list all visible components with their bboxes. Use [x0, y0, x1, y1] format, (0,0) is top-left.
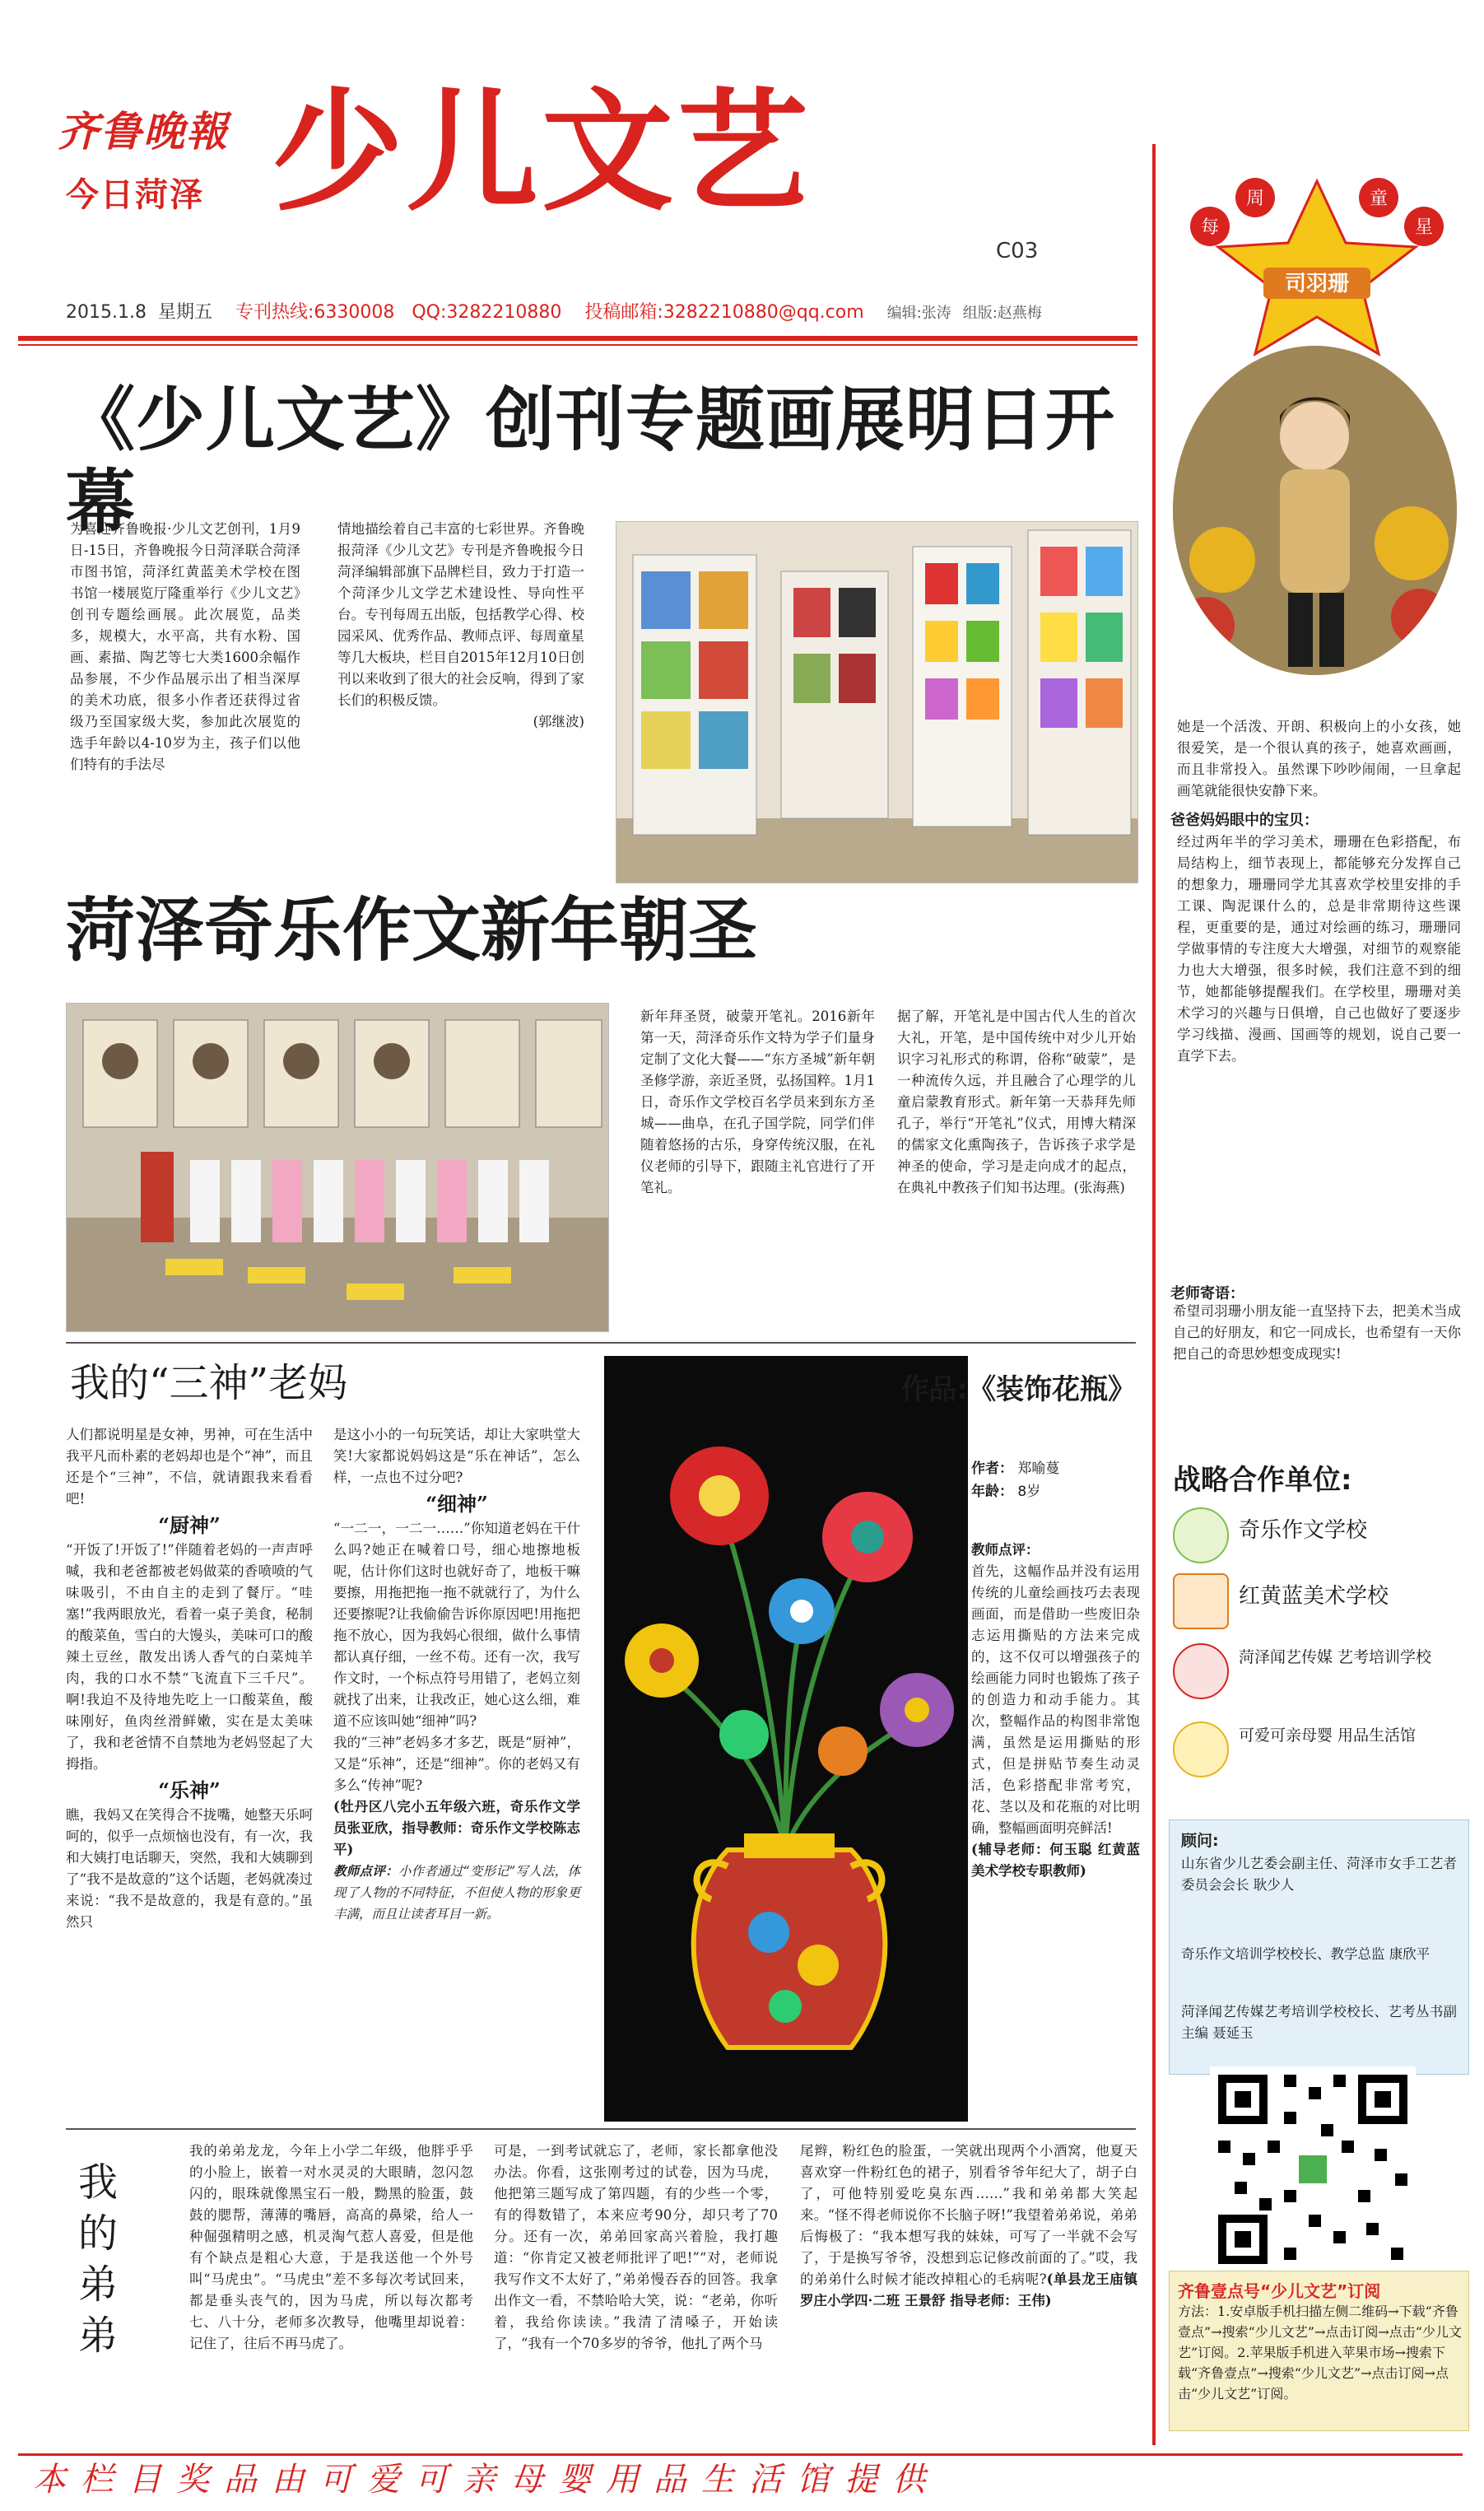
subscribe-box [1169, 2271, 1469, 2431]
contribute-email: 投稿邮箱:3282210880@qq.com [584, 302, 864, 323]
masthead-divider [18, 336, 1137, 341]
artwork-comment [971, 1540, 1140, 1882]
section-divider-bottom [66, 2128, 1136, 2130]
star-badge-icon [1177, 177, 1457, 358]
partner-hhl [1173, 1568, 1461, 1634]
parent-text: 经过两年半的学习美术，珊珊在色彩搭配，布局结构上，细节表现上，都能够充分发挥自己的想象力，珊珊同学尤其喜欢学校里安排的手工课、陶泥课什么的，总是非常期待这些课程，更重要的是，通过对绘画的练习，珊珊同学做事情的专注度大大增强，对细节的观察能力也大大增强，很多时候，我们注意不到的细节，她都能够提醒我们。在学校里，珊珊对美术学习的兴趣与日俱增，自己也做好了要逐步学习线描、漫画、国画等的规划，说自己要一直学下去。 [1177, 834, 1461, 1064]
issue-weekday: 星期五 [157, 302, 212, 323]
advisors-title: 顾问: [1181, 1832, 1219, 1850]
partner-wenyi [1173, 1638, 1461, 1704]
article3-comment-text: 小作者通过“变形记”写人法，体现了人物的不同特征，不但使人物的形象更丰满，而且让读者耳目一新。 [333, 1864, 580, 1922]
badge-char-1: 每 [1200, 217, 1220, 238]
article1-column-2 [337, 519, 584, 733]
artwork-meta [971, 1457, 1140, 1503]
page-code: C03 [996, 239, 1039, 263]
hhl-logo-icon [1173, 1573, 1229, 1629]
artwork-comment-label: 教师点评： [971, 1542, 1040, 1558]
badge-char-4: 星 [1414, 217, 1434, 238]
info-bar [66, 298, 1136, 324]
exhibition-photo [616, 521, 1138, 883]
advisor-2: 奇乐作文培训学校校长、教学总监 康欣平 [1181, 1946, 1431, 1962]
article2-headline: 菏泽奇乐作文新年朝圣 [66, 890, 758, 971]
star-name: 司羽珊 [1284, 272, 1350, 296]
exhibition-photo-illustration [616, 522, 1138, 883]
article3-column-2 [333, 1424, 580, 1925]
artwork-age-label: 年龄： [971, 1484, 1013, 1500]
article3-subhead-joy: “乐神” [158, 1778, 221, 1802]
qq-number: QQ:3282210880 [412, 302, 562, 323]
article3-subhead-cook: “厨神” [158, 1513, 221, 1537]
article4-text: 尾辫，粉红色的脸蛋，一笑就出现两个小酒窝，他夏天喜欢穿一件粉红色的裙子，别看爷爷年纪大了，胡子白了，可他特别爱吃臭东西……”我和弟弟都大笑起来。“怪不得老师说你不长脑子呀!”我望着弟弟说，弟弟后悔极了：“我本想写我的妹妹，可写了一半就不会写了，于是换写爷爷，没想到忘记修改前面的了。”哎，我的弟弟什么时候才能改掉粗心的毛病呢? [800, 2143, 1137, 2287]
qile-logo-icon [1173, 1507, 1229, 1563]
article2-author: (张海燕) [1073, 1180, 1125, 1195]
article3-col2-top: 是这小小的一句玩笑话，却让大家哄堂大笑!大家都说妈妈这是“乐在神话”，怎么样，一点也不过分吧? [333, 1427, 580, 1485]
partner-name: 奇乐作文学校 [1239, 1518, 1368, 1543]
subscribe-instructions: 方法：1.安卓版手机扫描左侧二维码→下载“齐鲁壹点”→搜索“少儿文艺”→点击订阅→点击“少儿文艺”订阅。2.苹果版手机进入苹果市场→搜索下载“齐鲁壹点”→搜索“少儿文艺”→点击订阅→点击“少儿文艺”订阅。 [1178, 2304, 1462, 2402]
advisors-box [1169, 1819, 1469, 2075]
artwork-comment-text: 首先，这幅作品并没有运用传统的儿童绘画技巧去表现画面，而是借助一些废旧杂志运用撕贴的方法来完成的，这不仅可以增强孩子的绘画能力同时也锻炼了孩子的创造力和动手能力。其次，整幅作品的构图非常饱满，虽然是运用撕贴的形式，但是拼贴节奏生动灵活，色彩搭配非常考究，花、茎以及和花瓶的对比明确，整幅画面明亮鲜活! [971, 1563, 1140, 1836]
article3-comment-label: 教师点评： [333, 1863, 398, 1879]
footer-sponsor-note: 本栏目奖品由可爱可亲母婴用品生活馆提供 [33, 2461, 940, 2499]
article3-school: (牡丹区八完小五年级六班，奇乐作文学员张亚欣，指导教师：奇乐作文学校陈志平) [333, 1799, 580, 1857]
child-photo-illustration [1173, 346, 1457, 675]
section-divider [66, 1342, 1136, 1344]
partner-name: 菏泽闻艺传媒 艺考培训学校 [1239, 1648, 1432, 1666]
article1-text: 情地描绘着自己丰富的七彩世界。齐鲁晚报菏泽《少儿文艺》专刊是齐鲁晚报今日菏泽编辑部旗下品牌栏目，致力于打造一个菏泽少儿文学艺术建设性、导向性平台。专刊每周五出版，包括教学心得、校园采风、优秀作品、教师点评、每周童星等几大板块，栏目自2015年12月10日创刊以来收到了很大的社会反响，得到了家长们的积极反馈。 [337, 521, 584, 708]
article3-detail-text: “一二一，一二一……”你知道老妈在干什么吗?她正在喊着口号，细心地擦地板呢，估计你们这时也就好奇了，地板干嘛要擦，用拖把拖一拖不就就行了，为什么还要擦呢?让我偷偷告诉你原因吧!用拖把拖不放心，因为我妈心很细，做什么事情都认真仔细，一丝不苟。还有一次，我写作文时，一个标点符号用错了，老妈立刻就找了出来，让我改正，她心这么细，难道不应该叫她“细神”吗? [333, 1521, 580, 1729]
partners-title: 战略合作单位: [1173, 1464, 1352, 1497]
article1-column-1: 为喜迎齐鲁晚报·少儿文艺创刊，1月9日-15日，齐鲁晚报今日菏泽联合菏泽市图书馆，菏泽红黄蓝美术学校在图书馆一楼展览厅隆重举行《少儿文艺》创刊专题绘画展。此次展览，品类多，规模大，水平高，共有水粉、国画、素描、陶艺等七大类1600余幅作品参展，不少作品展示出了相当深厚的美术功底，很多小作者还获得过省级乃至国家级大奖，参加此次展览的选手年龄以4-10岁为主，孩子们以他们特有的手法尽 [70, 521, 300, 772]
article3-joy-text: 瞧，我妈又在笑得合不拢嘴，她整天乐呵呵的，似乎一点烦恼也没有，有一次，我和大姨打电话聊天，突然，我和大姨聊到了“我不是故意的”这个话题，老妈就凑过来说：“我不是故意的，我是有意的。”虽然只 [66, 1807, 313, 1930]
advisor-1: 山东省少儿艺委会副主任、菏泽市女手工艺者委员会会长 耿少人 [1181, 1856, 1457, 1893]
masthead-divider-thin [18, 344, 1137, 346]
article4-column-1: 我的弟弟龙龙，今年上小学二年级，他胖乎乎的小脸上，嵌着一对水灵灵的大眼睛，忽闪忽闪的，眼珠就像黑宝石一般，黝黑的脸蛋，鼓鼓的腮帮，薄薄的嘴唇，高高的鼻梁，给人一种倔强精明之感，机灵淘气惹人喜爱，但是他有个缺点是粗心大意，于是我送他一个外号叫“马虎虫”。“马虎虫”差不多每次考试回来，都是垂头丧气的，因为马虎，所以每次都考七、八十分，老师多次教导，他嘴里却说着：记住了，往后不再马虎了。 [189, 2143, 473, 2351]
article3-intro: 人们都说明星是女神，男神，可在生活中我平凡而朴素的老妈却也是个“神”，而且还是个“三神”，不信，就请跟我来看看吧! [66, 1427, 313, 1507]
article3-column-1 [66, 1424, 313, 1933]
article3-cook-text: “开饭了!开饭了!”伴随着老妈的一声声呼喊，我和老爸都被老妈做菜的香喷喷的气味吸引，不由自主的走到了餐厅。“哇塞!”我两眼放光，看着一桌子美食，秘制的酸菜鱼，雪白的大馒头，美味可口的酸辣土豆丝，散发出诱人香气的白菜炖羊肉，我的口水不禁“飞流直下三千尺”。啊!我迫不及待地先吃上一口酸菜鱼，酸味刚好，鱼肉丝滑鲜嫩，实在是太美味了，我和老爸情不自禁地为老妈竖起了大拇指。 [66, 1542, 313, 1772]
artwork-author-label: 作者： [971, 1460, 1013, 1477]
article2-text: 据了解，开笔礼是中国古代人生的首次大礼，开笔，是中国传统中对少儿开始识字习礼形式的称谓，俗称“破蒙”，是一种流传久远，并且融合了心理学的儿童启蒙教育形式。新年第一天恭拜先师孔子，举行“开笔礼”仪式，用博大精深的儒家文化熏陶孩子，告诉孩子求学是神圣的使命，学习是走向成才的起点，在典礼中教孩子们知书达理。 [897, 1009, 1136, 1195]
star-intro: 她是一个活泼、开朗、积极向上的小女孩，她很爱笑，是一个很认真的孩子，她喜欢画画，而且非常投入。虽然课下吵吵闹闹，一旦拿起画笔就能很快安静下来。 [1177, 719, 1461, 799]
article3-headline: 我的“三神”老妈 [70, 1360, 348, 1406]
article3-teacher-comment [333, 1861, 580, 1925]
ceremony-photo-illustration [67, 1004, 609, 1332]
ceremony-photo [66, 1003, 609, 1332]
article4-headline: 我的弟弟 [78, 2159, 119, 2359]
artwork-author-row [971, 1457, 1140, 1480]
page-title: 少儿文艺 [272, 75, 812, 229]
partner-keai [1173, 1717, 1461, 1782]
star-child-photo [1173, 346, 1457, 675]
issue-date: 2015.1.8 [66, 302, 147, 323]
article1-author: (郭继波) [533, 714, 584, 729]
flower-vase-collage-illustration [604, 1356, 968, 2122]
article3-outro: 我的“三神”老妈多才多艺，既是“厨神”，又是“乐神”，还是“细神”。你的老妈又有多么“传神”呢? [333, 1735, 580, 1793]
article3-subhead-detail: “细神” [426, 1492, 488, 1516]
artwork-title: 作品:《装饰花瓶》 [900, 1373, 1136, 1406]
article2-column-2 [897, 1006, 1136, 1199]
article4-school: (单县龙王庙镇罗庄小学四·二班 王景舒 指导老师：王伟) [800, 2271, 1137, 2308]
keai-logo-icon [1173, 1721, 1229, 1777]
editor-credit: 编辑:张涛 [886, 305, 951, 322]
wenyi-logo-icon [1173, 1643, 1229, 1699]
advisor-3: 菏泽闻艺传媒艺考培训学校校长、艺考丛书副主编 聂延玉 [1181, 2004, 1457, 2041]
footer-divider [18, 2453, 1463, 2456]
artwork-age-row [971, 1480, 1140, 1503]
badge-char-2: 周 [1245, 189, 1265, 209]
article4-column-2: 可是，一到考试就忘了，老师，家长都拿他没办法。你看，这张刚考过的试卷，因为马虎，他把第三题写成了第四题，有的少些一个零，有的得数错了，本来应考90分，却只考了70分。还有一次，弟弟回家高兴着脸，我打趣道：“你肯定又被老师批评了吧!”“对，老师说我写作文不太好了，”弟弟慢吞吞的回答。我拿出作文一看，不禁哈哈大笑，说：“老弟，你听着，我给你读读。”我清了清嗓子，开始读了，“我有一个70多岁的爷爷，他扎了两个马 [494, 2143, 778, 2351]
artwork-age: 8岁 [1017, 1484, 1041, 1500]
subscribe-qr-code[interactable] [1210, 2066, 1416, 2272]
artwork-teacher: (辅导老师：何玉聪 红黄蓝美术学校专职教师) [971, 1842, 1140, 1879]
parent-section-label: 爸爸妈妈眼中的宝贝： [1170, 812, 1319, 829]
subscribe-title: 齐鲁壹点号“少儿文艺”订阅 [1178, 2281, 1381, 2301]
artwork-image [604, 1356, 968, 2122]
article1-headline: 《少儿文艺》创刊专题画展明日开幕 [66, 380, 1116, 543]
partner-name: 可爱可亲母婴 用品生活馆 [1239, 1726, 1417, 1745]
teacher-section-label: 老师寄语： [1170, 1285, 1244, 1302]
badge-char-3: 童 [1369, 189, 1389, 209]
qr-code-icon [1210, 2066, 1416, 2272]
article2-column-1: 新年拜圣贤，破蒙开笔礼。2016新年第一天，菏泽奇乐作文特为学子们量身定制了文化大餐——“东方圣城”新年朝圣修学游，亲近圣贤，弘扬国粹。1月1日，奇乐作文学校百名学员来到东方圣城——曲阜，在孔子国学院，同学们伴随着悠扬的古乐，身穿传统汉服，在礼仪老师的引导下，跟随主礼官进行了开笔礼。 [640, 1009, 875, 1195]
sidebar-divider [1152, 144, 1156, 2445]
artwork-author: 郑喻蔓 [1017, 1460, 1060, 1477]
layout-credit: 组版:赵燕梅 [962, 305, 1042, 322]
brand-subtitle: 今日菏泽 [66, 176, 204, 214]
hotline: 专刊热线:6330008 [235, 302, 395, 323]
partner-qile [1173, 1502, 1461, 1568]
partner-name: 红黄蓝美术学校 [1239, 1584, 1389, 1609]
brand-logo-qilu: 齐鲁晚報 [58, 107, 229, 156]
article4-column-3 [800, 2141, 1137, 2312]
weekly-star-badge [1177, 177, 1457, 358]
teacher-text: 希望司羽珊小朋友能一直坚持下去，把美术当成自己的好朋友，和它一同成长，也希望有一天你把自己的奇思妙想变成现实! [1173, 1303, 1461, 1362]
